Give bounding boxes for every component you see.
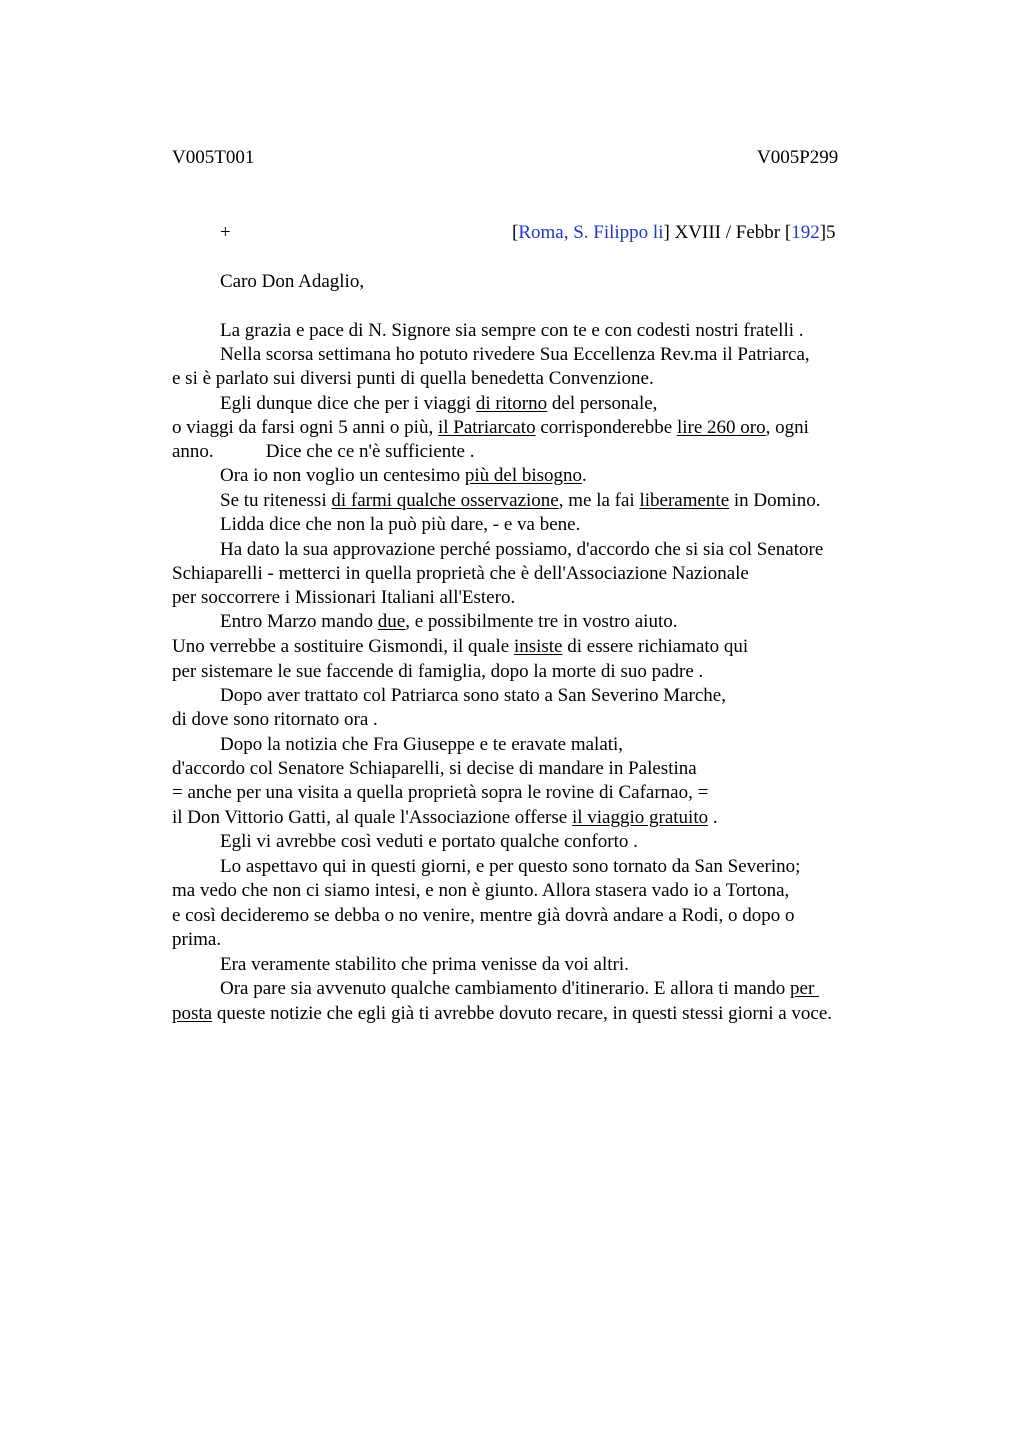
letter-line: Lidda dice che non la può più dare, - e va bene. bbox=[220, 514, 581, 535]
letter-line: Ha dato la sua approvazione perché possiamo, d'accordo che si sia col Senatore bbox=[220, 539, 824, 560]
letter-line: Dopo aver trattato col Patriarca sono stato a San Severino Marche, bbox=[220, 685, 726, 706]
letter-line: Dopo la notizia che Fra Giuseppe e te eravate malati, bbox=[220, 734, 624, 755]
letter-line: = anche per una visita a quella proprietà sopra le rovine di Cafarnao, = bbox=[172, 782, 709, 803]
date-text: ] XVIII / Febbr [ bbox=[663, 222, 792, 243]
dateline bbox=[512, 222, 836, 244]
underlined-text: il Patriarcato bbox=[437, 417, 536, 438]
salutation: Caro Don Adaglio, bbox=[220, 271, 365, 292]
letter-line: Lo aspettavo qui in questi giorni, e per questo sono tornato da San Severino; bbox=[220, 856, 801, 877]
underlined-text: per bbox=[790, 978, 820, 999]
place-link[interactable]: Roma, S. Filippo li bbox=[518, 222, 664, 243]
letter-line: per sistemare le sue faccende di famiglia, dopo la morte di suo padre . bbox=[172, 661, 704, 682]
underlined-text: due bbox=[377, 611, 406, 632]
letter-line: Schiaparelli - metterci in quella proprietà che è dell'Associazione Nazionale bbox=[172, 563, 749, 584]
letter-line: e si è parlato sui diversi punti di quella benedetta Convenzione. bbox=[172, 368, 654, 389]
underlined-text: di farmi qualche osservazione bbox=[331, 490, 559, 511]
underlined-text: lire 260 oro bbox=[676, 417, 766, 438]
document-code-left: V005T001 bbox=[172, 147, 255, 168]
underlined-text: di ritorno bbox=[475, 393, 548, 414]
letter-line: e così decideremo se debba o no venire, mentre già dovrà andare a Rodi, o dopo o bbox=[172, 905, 795, 926]
letter-line: il Don Vittorio Gatti, al quale l'Associazione offerse il viaggio gratuito . bbox=[172, 807, 718, 828]
page-code-right: V005P299 bbox=[757, 147, 839, 168]
letter-line: Se tu ritenessi di farmi qualche osservazione, me la fai liberamente in Domino. bbox=[220, 490, 821, 511]
letter-line: Ora pare sia avvenuto qualche cambiamento d'itinerario. E allora ti mando per bbox=[220, 978, 820, 999]
year-link[interactable]: 192 bbox=[791, 222, 820, 243]
letter-line: posta queste notizie che egli già ti avrebbe dovuto recare, in questi stessi giorni a voce. bbox=[172, 1003, 833, 1024]
letter-line: d'accordo col Senatore Schiaparelli, si decise di mandare in Palestina bbox=[172, 758, 697, 779]
letter-line: di dove sono ritornato ora . bbox=[172, 709, 378, 730]
letter-line: Nella scorsa settimana ho potuto rivedere Sua Eccellenza Rev.ma il Patriarca, bbox=[220, 344, 810, 365]
bracket-open: [ bbox=[512, 222, 519, 243]
letter-line: Ora io non voglio un centesimo più del bisogno. bbox=[220, 465, 587, 486]
letter-line: prima. bbox=[172, 929, 222, 950]
year-end: ]5 bbox=[819, 222, 836, 243]
letter-line: anno. Dice che ce n'è sufficiente . bbox=[172, 441, 475, 462]
underlined-text: più del bisogno bbox=[464, 465, 583, 486]
letter-line: Era veramente stabilito che prima venisse da voi altri. bbox=[220, 954, 629, 975]
underlined-text: liberamente bbox=[639, 490, 730, 511]
letter-line: Egli dunque dice che per i viaggi di ritorno del personale, bbox=[220, 393, 658, 414]
letter-line: La grazia e pace di N. Signore sia sempre con te e con codesti nostri fratelli . bbox=[220, 320, 804, 341]
underlined-text: il viaggio gratuito bbox=[571, 807, 709, 828]
letter-line: Egli vi avrebbe così veduti e portato qualche conforto . bbox=[220, 831, 638, 852]
letter-line: o viaggi da farsi ogni 5 anni o più, il Patriarcato corrisponderebbe lire 260 oro, ogni bbox=[172, 417, 809, 438]
underlined-text: posta bbox=[172, 1003, 213, 1024]
letter-line: Entro Marzo mando due, e possibilmente tre in vostro aiuto. bbox=[220, 611, 678, 632]
underlined-text: insiste bbox=[513, 636, 563, 657]
cross-mark: + bbox=[220, 222, 231, 243]
letter-line: ma vedo che non ci siamo intesi, e non è giunto. Allora stasera vado io a Tortona, bbox=[172, 880, 790, 901]
letter-line: Uno verrebbe a sostituire Gismondi, il quale insiste di essere richiamato qui bbox=[172, 636, 749, 657]
letter-line: per soccorrere i Missionari Italiani all'Estero. bbox=[172, 587, 516, 608]
